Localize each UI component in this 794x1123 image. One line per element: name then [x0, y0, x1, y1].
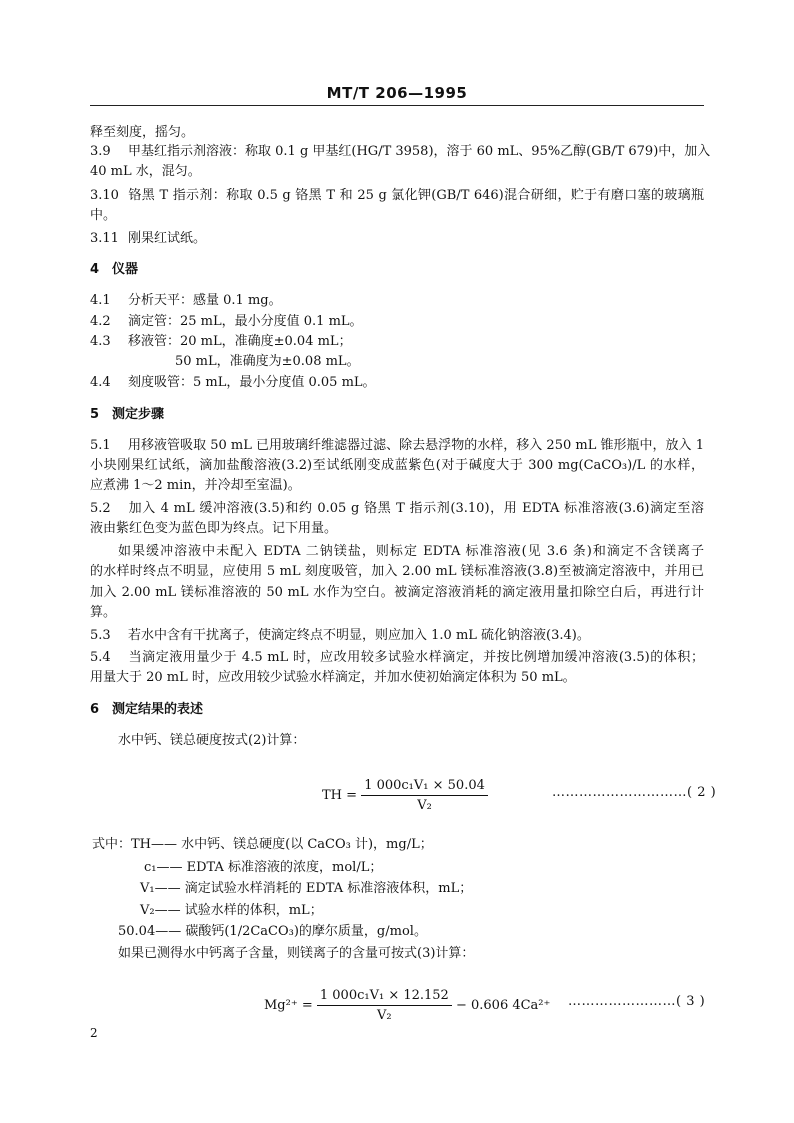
clause-5-2-para2-line2: 的水样时终点不明显，应使用 5 mL 刻度吸管，加入 2.00 mL 镁标准溶液(3.8)至被滴定溶液中，并用已	[90, 564, 704, 579]
clause-text: 分析天平：感量 0.1 mg。	[128, 293, 282, 308]
equation-lhs: TH =	[322, 788, 358, 803]
clause-3-9-line2: 40 mL 水，混匀。	[90, 164, 201, 179]
clause-5-3	[90, 628, 590, 644]
continued-text: 释至刻度，摇匀。	[90, 125, 195, 140]
equation-lhs: Mg²⁺ =	[264, 998, 313, 1013]
clause-text: 刚果红试纸。	[128, 231, 207, 246]
clause-number: 3.10	[90, 188, 119, 203]
clause-number: 3.11	[90, 231, 119, 246]
section-6-intro: 水中钙、镁总硬度按式(2)计算：	[118, 733, 306, 748]
clause-5-4-line1	[90, 650, 704, 666]
where-line-2: c₁—— EDTA 标准溶液的浓度，mol/L；	[144, 860, 383, 875]
section-number: 4	[90, 262, 100, 277]
clause-4-3	[90, 334, 352, 350]
clause-5-4-line2: 用量大于 20 mL 时，应改用较少试验水样滴定，并加水使初始滴定体积为 50 mL。	[90, 670, 576, 685]
clause-4-2	[90, 314, 363, 330]
clause-text: 刻度吸管：5 mL，最小分度值 0.05 mL。	[128, 375, 376, 390]
clause-text: 若水中含有干扰离子，使滴定终点不明显，则应加入 1.0 mL 硫化钠溶液(3.4)。	[128, 628, 590, 643]
equation-3	[264, 988, 550, 1023]
clause-text: 加入 4 mL 缓冲溶液(3.5)和约 0.05 g 铬黑 T 指示剂(3.10)，用 EDTA 标准溶液(3.6)滴定至溶	[128, 501, 704, 516]
clause-number: 4.2	[90, 314, 111, 329]
magnesium-intro: 如果已测得水中钙离子含量，则镁离子的含量可按式(3)计算：	[118, 946, 475, 961]
section-4-heading	[90, 262, 138, 278]
clause-number: 4.1	[90, 293, 111, 308]
clause-4-4	[90, 375, 376, 391]
section-6-heading	[90, 702, 203, 718]
header-divider	[90, 105, 704, 106]
clause-text: 用移液管吸取 50 mL 已用玻璃纤维滤器过滤、除去悬浮物的水样，移入 250 mL 锥形瓶中，放入 1	[128, 438, 704, 453]
page-number: 2	[90, 1026, 98, 1040]
clause-number: 4.4	[90, 375, 111, 390]
section-title: 仪器	[112, 262, 139, 277]
leader-dots: …………………………	[552, 785, 687, 800]
equation-2	[322, 778, 488, 813]
clause-number: 5.2	[90, 501, 111, 516]
clause-3-9-line1	[90, 144, 711, 160]
fraction-denominator: V₂	[377, 1008, 392, 1023]
equation-fraction	[361, 778, 488, 813]
fraction-numerator: 1 000c₁V₁ × 50.04	[361, 778, 488, 796]
equation-tail: − 0.606 4Ca²⁺	[455, 998, 551, 1013]
equation-2-leader	[552, 785, 716, 800]
clause-text: 甲基红指示剂溶液：称取 0.1 g 甲基红(HG/T 3958)，溶于 60 mL、95%乙醇(GB/T 679)中，加入	[128, 144, 711, 159]
clause-3-11	[90, 231, 206, 247]
equation-3-leader	[568, 994, 705, 1009]
clause-number: 4.3	[90, 334, 111, 349]
clause-5-2-para2-line3: 加入 2.00 mL 镁标准溶液的 50 mL 水作为空白。被滴定溶液消耗的滴定液用量扣除空白后，再进行计	[90, 585, 704, 600]
clause-number: 3.9	[90, 144, 111, 159]
where-line-1: 式中：TH—— 水中钙、镁总硬度(以 CaCO₃ 计)，mg/L；	[92, 837, 433, 852]
section-number: 5	[90, 407, 100, 422]
clause-5-2-para2-line1: 如果缓冲溶液中未配入 EDTA 二钠镁盐，则标定 EDTA 标准溶液(见 3.6 条)和滴定不含镁离子	[118, 544, 704, 559]
clause-text: 移液管：20 mL，准确度±0.04 mL；	[128, 334, 352, 349]
where-line-3: V₁—— 滴定试验水样消耗的 EDTA 标准溶液体积，mL；	[140, 881, 473, 896]
clause-text: 当滴定液用量少于 4.5 mL 时，应改用较多试验水样滴定，并按比例增加缓冲溶液(3.5)的体积；	[128, 650, 704, 665]
clause-number: 5.4	[90, 650, 111, 665]
section-5-heading	[90, 407, 164, 423]
clause-4-3-line2: 50 mL，准确度为±0.08 mL。	[175, 354, 360, 369]
section-title: 测定步骤	[112, 407, 165, 422]
section-title: 测定结果的表述	[112, 702, 204, 717]
clause-5-2-line1	[90, 501, 704, 517]
where-line-4: V₂—— 试验水样的体积，mL；	[140, 903, 323, 918]
standard-code-header: MT/T 206—1995	[326, 84, 468, 102]
equation-label: ( 3 )	[676, 994, 706, 1009]
clause-3-10-line1	[90, 188, 704, 204]
clause-number: 5.3	[90, 628, 111, 643]
equation-fraction	[317, 988, 452, 1023]
clause-4-1	[90, 293, 282, 309]
equation-label: ( 2 )	[687, 785, 717, 800]
where-line-5: 50.04—— 碳酸钙(1/2CaCO₃)的摩尔质量，g/mol。	[118, 924, 427, 939]
fraction-numerator: 1 000c₁V₁ × 12.152	[317, 988, 452, 1006]
clause-text: 滴定管：25 mL，最小分度值 0.1 mL。	[128, 314, 363, 329]
clause-5-1-line1	[90, 438, 704, 454]
clause-5-1-line2: 小块刚果红试纸，滴加盐酸溶液(3.2)至试纸刚变成蓝紫色(对于碱度大于 300 mg(CaCO₃)/L 的水样，	[90, 458, 704, 473]
clause-5-1-line3: 应煮沸 1～2 min，并冷却至室温)。	[90, 478, 301, 493]
section-number: 6	[90, 702, 100, 717]
clause-5-2-para2-line4: 算。	[90, 605, 117, 620]
clause-3-10-line2: 中。	[90, 208, 117, 223]
clause-5-2-line2: 液由紫红色变为蓝色即为终点。记下用量。	[90, 521, 338, 536]
leader-dots: ……………………	[568, 994, 676, 1009]
clause-number: 5.1	[90, 438, 111, 453]
clause-text: 铬黑 T 指示剂：称取 0.5 g 铬黑 T 和 25 g 氯化钾(GB/T 646)混合研细，贮于有磨口塞的玻璃瓶	[128, 188, 704, 203]
fraction-denominator: V₂	[417, 798, 432, 813]
